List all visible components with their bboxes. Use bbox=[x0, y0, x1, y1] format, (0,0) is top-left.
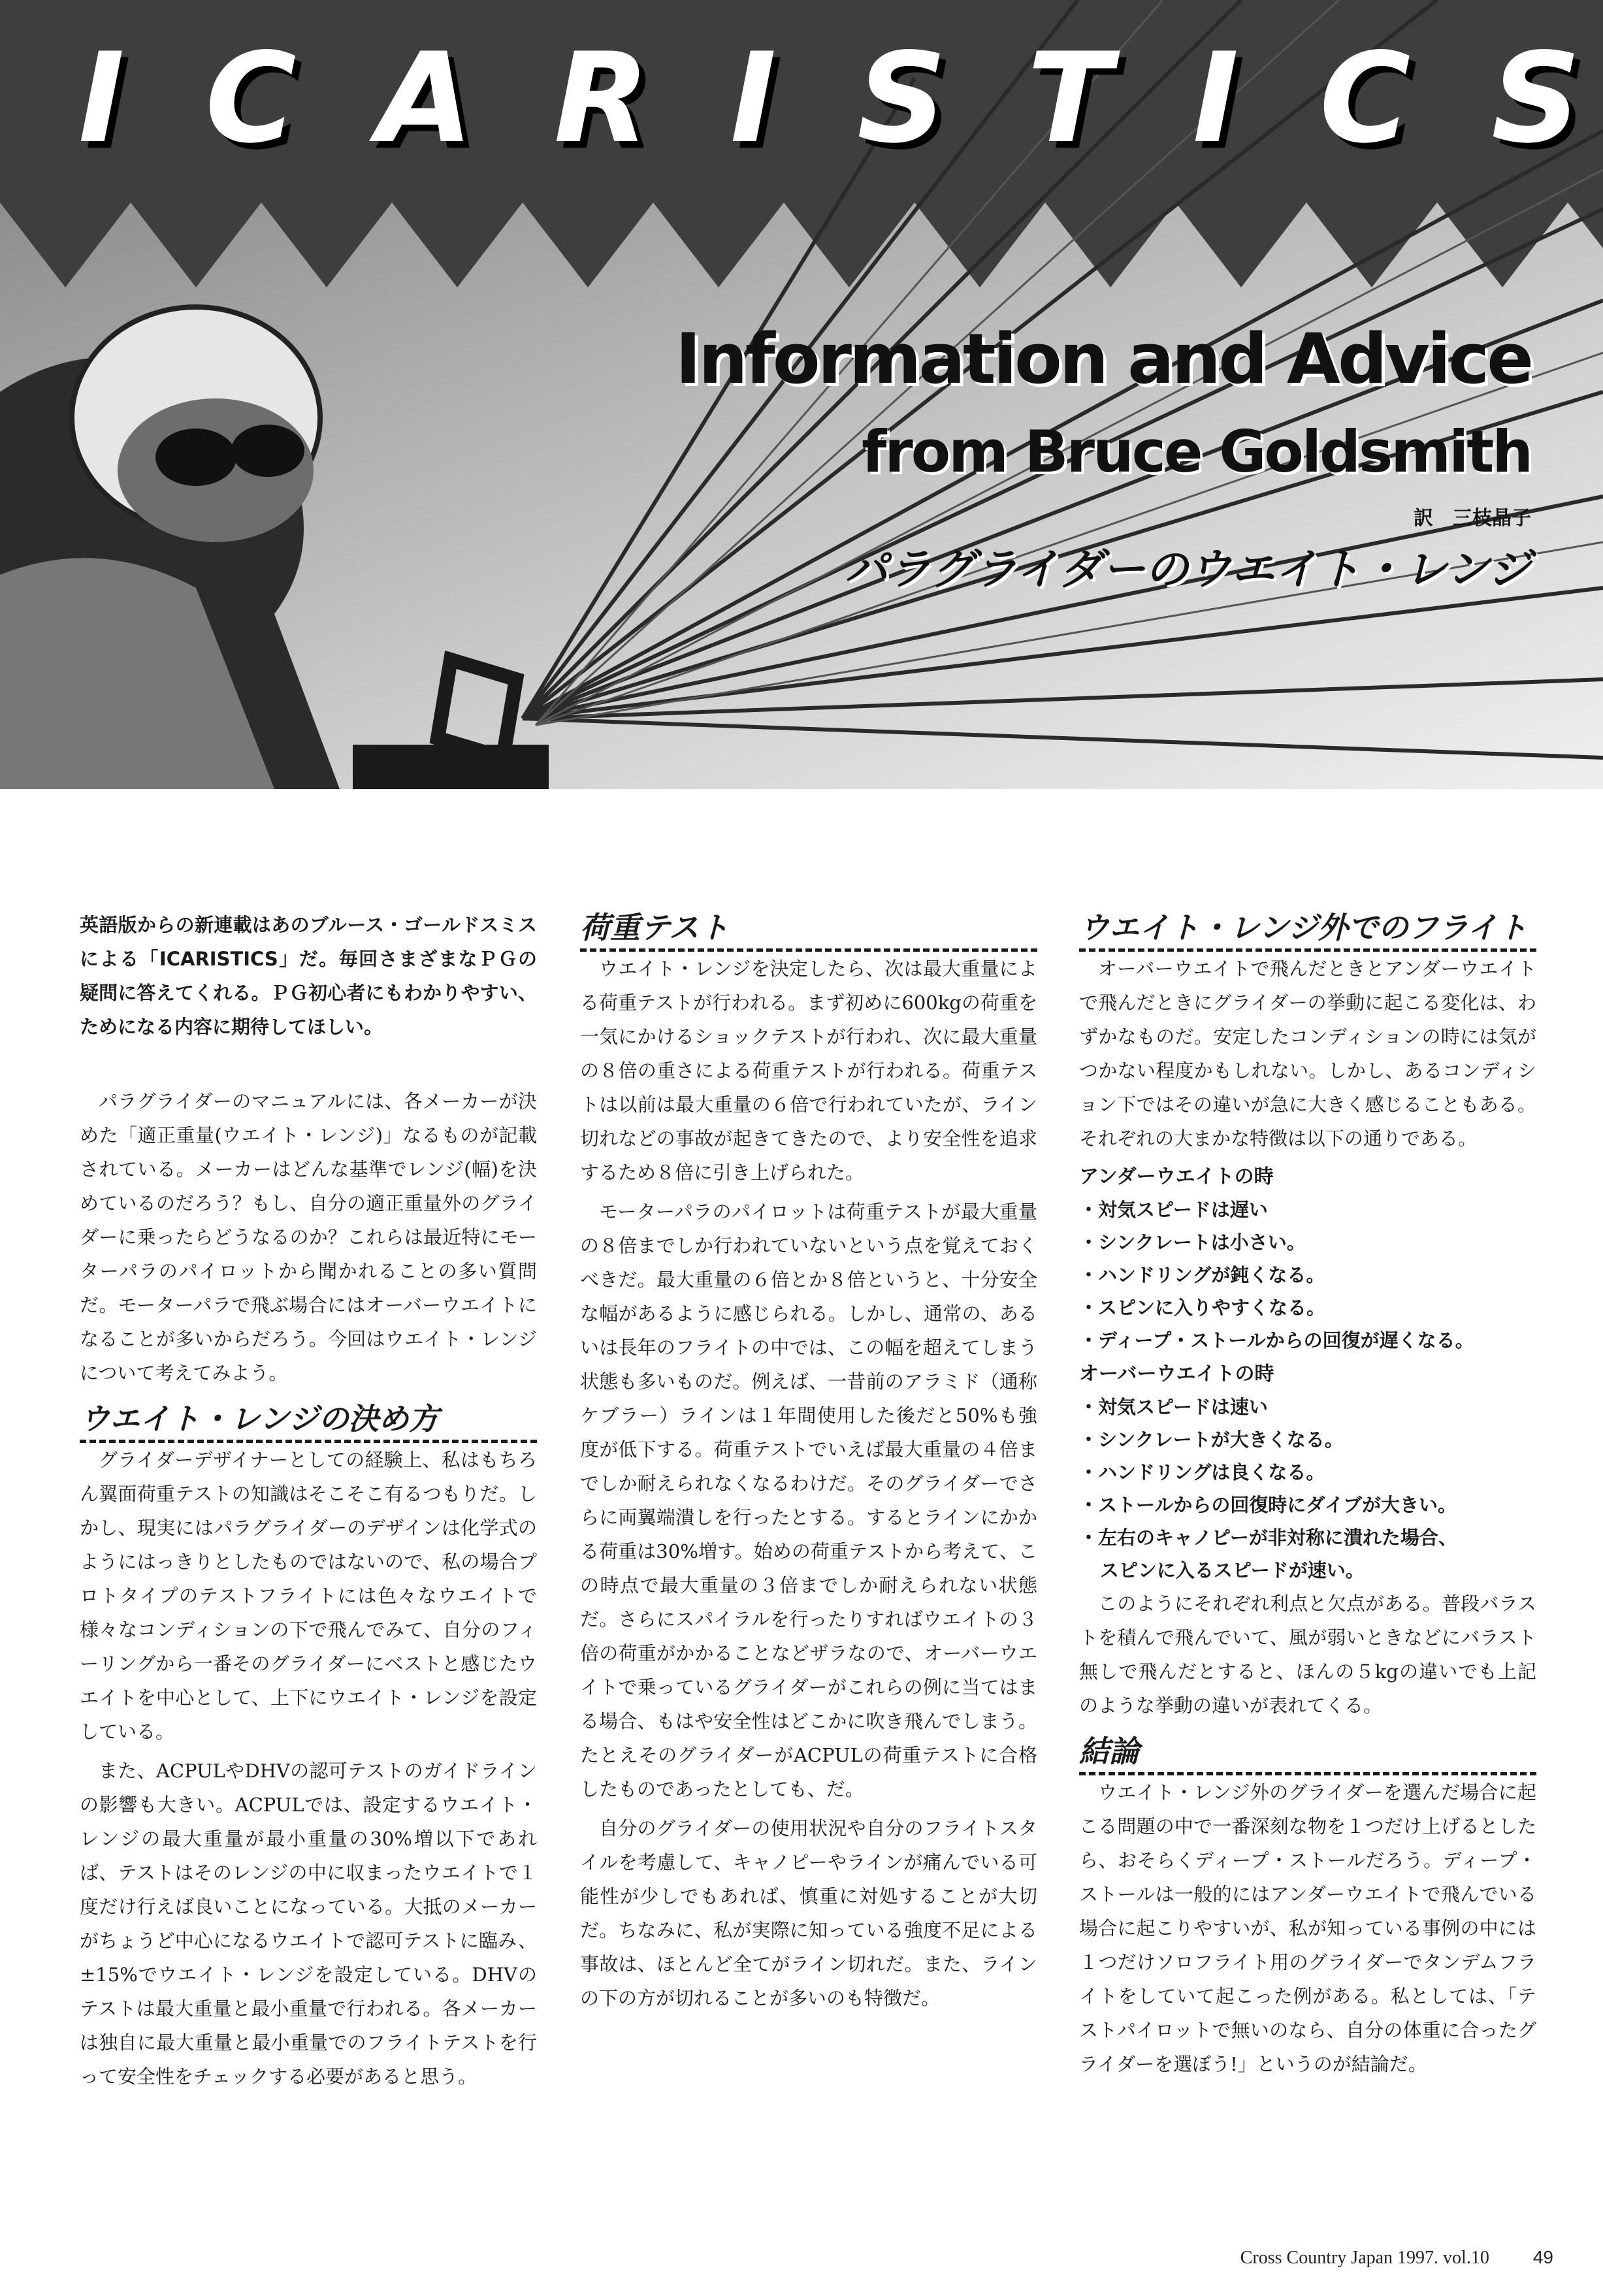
page-footer bbox=[1240, 2247, 1553, 2269]
body-paragraph: ウエイト・レンジ外のグライダーを選んだ場合に起こる問題の中で一番深刻な物を１つだけ上げるとしたら、おそらくディープ・ストールだろう。ディープ・ストールは一般的にはアンダーウエイトで飛んでいる場合に起こりやすいが、私が知っている事例の中には１つだけソロフライト用のグライダーでタンデムフライトをしていて起こった例がある。私としては、「テストパイロットで無いのなら、自分の体重に合ったグライダーを選ぼう!」というのが結論だ。 bbox=[1079, 1781, 1536, 2075]
article-author: from Bruce Goldsmith bbox=[862, 418, 1531, 485]
publication-name: Cross Country Japan 1997. vol.10 bbox=[1240, 2248, 1489, 2268]
list-item: ・ハンドリングが鈍くなる。 bbox=[1079, 1264, 1325, 1286]
lead-paragraph: 英語版からの新連載はあのブルース・ゴールドスミスによる「ICARISTICS」だ。毎回さまざまなＰＧの疑問に答えてくれる。ＰＧ初心者にもわかりやすい、ためになる内容に期待してほしい。 bbox=[80, 914, 537, 1038]
page-number: 49 bbox=[1532, 2247, 1553, 2267]
list-item: ・ハンドリングは良くなる。 bbox=[1079, 1461, 1325, 1483]
body-paragraph: ウエイト・レンジを決定したら、次は最大重量による荷重テストが行われる。まず初めに600kgの荷重を一気にかけるショックテストが行われ、次に最大重量の８倍の重さによる荷重テストが行われる。荷重テストは以前は最大重量の６倍で行われていたが、ライン切れなどの事故が起きてきたので、より安全性を追求するため８倍に引き上げられた。 bbox=[580, 958, 1037, 1184]
overweight-list bbox=[1079, 1391, 1536, 1587]
list-item: ・ディープ・ストールからの回復が遅くなる。 bbox=[1079, 1329, 1474, 1351]
series-letter: T bbox=[1027, 26, 1112, 170]
column-1 bbox=[80, 908, 537, 2099]
column-2 bbox=[580, 908, 1037, 2020]
list-item-text: ・左右のキャノピーが非対称に潰れた場合、 bbox=[1079, 1527, 1457, 1549]
translator-credit: 訳 三枝晶子 bbox=[1414, 507, 1531, 530]
body-paragraph: また、ACPULやDHVの認可テストのガイドラインの影響も大きい。ACPULでは、設定するウエイト・レンジの最大重量が最小重量の30%増以下であれば、テストはそのレンジの中に収まったウエイトで１度だけ行えば良いことになっている。大抵のメーカーがちょうど中心になるウエイトで認可テストに臨み、±15%でウエイト・レンジを設定している。DHVのテストは最大重量と最小重量で行われる。各メーカーは独自に最大重量と最小重量でのフライトテストを行って安全性をチェックする必要があると思う。 bbox=[80, 1760, 537, 2088]
list-item: ・シンクレートは小さい。 bbox=[1079, 1231, 1306, 1253]
list-item: ・シンクレートが大きくなる。 bbox=[1079, 1429, 1344, 1451]
body-paragraph: このようにそれぞれ利点と欠点がある。普段バラストを積んで飛んでいて、風が弱いときなどにバラスト無しで飛んだとすると、ほんの５kgの違いでも上記のような挙動の違いが表れてくる。 bbox=[1079, 1593, 1536, 1717]
series-letter: I bbox=[1192, 26, 1239, 170]
body-paragraph: 自分のグライダーの使用状況や自分のフライトスタイルを考慮して、キャノピーやラインが痛んでいる可能性が少しでもあれば、慎重に対処することが大切だ。ちなみに、私が実際に知っている強度不足による事故は、ほとんど全てがライン切れだ。また、ラインの下の方が切れることが多いのも特徴だ。 bbox=[580, 1817, 1037, 2009]
series-letter: R bbox=[553, 26, 650, 170]
series-letter: I bbox=[730, 26, 777, 170]
intro-paragraph: パラグライダーのマニュアルには、各メーカーが決めた「適正重量(ウエイト・レンジ)」なるものが記載されている。メーカーはどんな基準でレンジ(幅)を決めているのだろう？もし、自分の適正重量外のグライダーに乗ったらどうなるのか？これらは最近特にモーターパラのパイロットから聞かれることの多い質問だ。モーターパラで飛ぶ場合にはオーバーウエイトになることが多いからだろう。今回はウエイト・レンジについて考えてみよう。 bbox=[80, 1090, 537, 1384]
series-letter: S bbox=[1491, 26, 1581, 170]
header-banner bbox=[0, 0, 1603, 789]
body-paragraph: グライダーデザイナーとしての経験上、私はもちろん翼面荷重テストの知識はそこそこ有るつもりだ。しかし、現実にはパラグライダーのデザインは化学式のようにはっきりとしたものではないので、私の場合プロトタイプのテストフライトには色々なウエイトで様々なコンディションの下で飛んでみて、自分のフィーリングから一番そのグライダーにベストと感じたウエイトを中心として、上下にウエイト・レンジを設定している。 bbox=[80, 1449, 537, 1743]
series-letter: I bbox=[78, 26, 125, 170]
list-item: ・対気スピードは遅い bbox=[1079, 1199, 1268, 1221]
article-title: Information and Advice bbox=[675, 319, 1531, 399]
body-paragraph: モーターパラのパイロットは荷重テストが最大重量の８倍までしか行われていないという点を覚えておくべきだ。最大重量の６倍とか８倍というと、十分安全な幅があるように感じられる。しかし、通常の、あるいは長年のフライトの中では、この幅を超えてしまう状態も多いものだ。例えば、一昔前のアラミド（通称ケブラー）ラインは１年間使用した後だと50%も強度が低下する。荷重テストでいえば最大重量の４倍までしか耐えられなくなるわけだ。そのグライダーでさらに両翼端潰しを行ったとする。するとラインにかかる荷重は30%増す。始めの荷重テストから考えて、この時点で最大重量の３倍までしか耐えられない状態だ。さらにスパイラルを行ったりすればウエイトの３倍の荷重がかかることなどザラなので、オーバーウエイトで乗っているグライダーがこれらの例に当てはまる場合、もはや安全性はどこかに吹き飛んでしまう。たとえそのグライダーがACPULの荷重テストに合格したものであったとしても、だ。 bbox=[580, 1201, 1037, 1800]
series-letter: S bbox=[857, 26, 947, 170]
section-heading-outside: ウエイト・レンジ外でのフライト bbox=[1079, 908, 1536, 952]
list-item: ・スピンに入りやすくなる。 bbox=[1079, 1297, 1326, 1319]
section-heading-decide: ウエイト・レンジの決め方 bbox=[80, 1399, 537, 1443]
series-title bbox=[78, 26, 1581, 170]
underweight-heading: アンダーウエイトの時 bbox=[1079, 1165, 1274, 1188]
column-3 bbox=[1079, 908, 1536, 2086]
list-item: ・ストールからの回復時にダイブが大きい。 bbox=[1079, 1494, 1457, 1516]
list-item: ・対気スピードは速い bbox=[1079, 1396, 1268, 1418]
section-heading-load: 荷重テスト bbox=[580, 908, 1037, 952]
list-item bbox=[1079, 1521, 1536, 1587]
series-letter: A bbox=[377, 26, 474, 170]
series-letter: C bbox=[205, 26, 297, 170]
body-paragraph: オーバーウエイトで飛んだときとアンダーウエイトで飛んだときにグライダーの挙動に起こる変化は、わずかなものだ。安定したコンディションの時には気がつかない程度かもしれない。しかし、あるコンディション下ではその違いが急に大きく感じることもある。それぞれの大まかな特徴は以下の通りである。 bbox=[1079, 958, 1536, 1150]
series-letter: C bbox=[1320, 26, 1411, 170]
japanese-title: パラグライダーのウエイト・レンジ bbox=[845, 544, 1531, 594]
overweight-heading: オーバーウエイトの時 bbox=[1079, 1363, 1274, 1385]
section-heading-conclusion: 結論 bbox=[1079, 1732, 1536, 1775]
list-item-continuation: スピンに入るスピードが速い。 bbox=[1099, 1559, 1365, 1581]
underweight-list bbox=[1079, 1193, 1536, 1357]
